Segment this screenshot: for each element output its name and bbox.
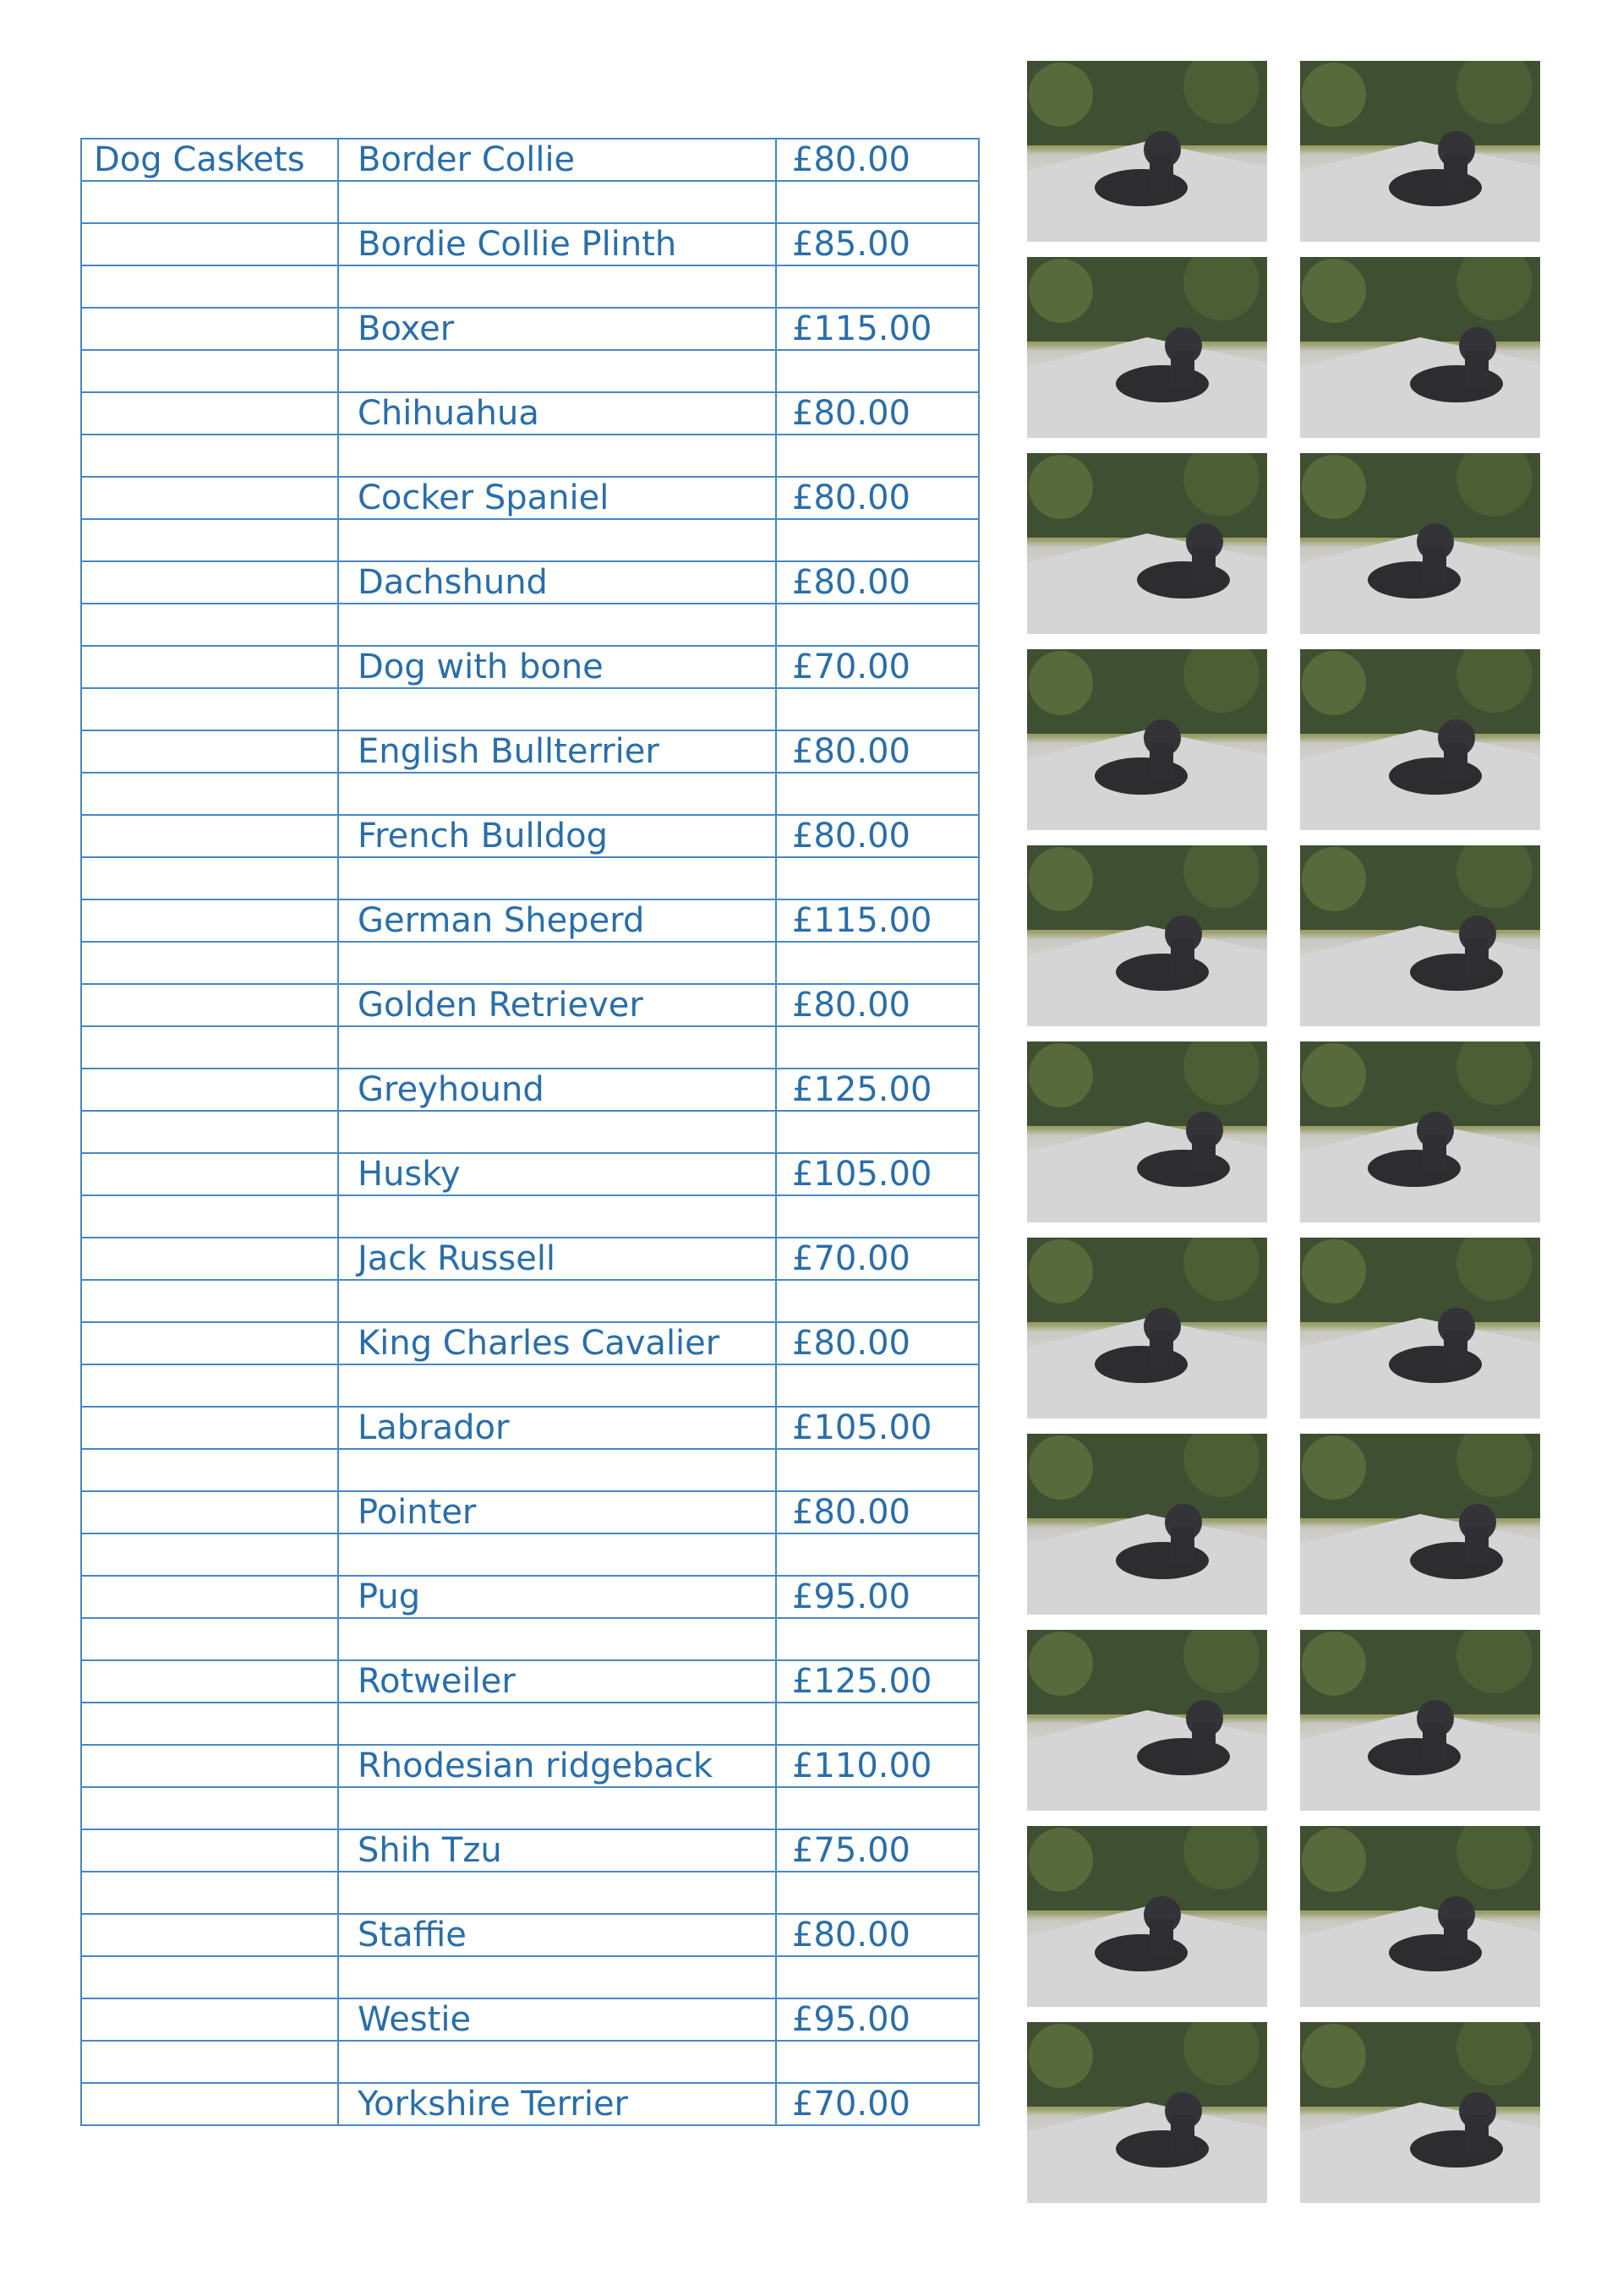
- breed-price: £70.00: [776, 2083, 979, 2125]
- category-cell: [81, 561, 338, 604]
- dog-statue-photo: [1027, 845, 1267, 1026]
- dog-statue-image: [1027, 257, 1267, 438]
- empty-cell: [338, 2041, 776, 2083]
- spacer-row: [81, 1195, 979, 1238]
- spacer-row: [81, 1618, 979, 1660]
- empty-cell: [338, 265, 776, 308]
- breed-name: Dachshund: [338, 561, 776, 604]
- empty-cell: [81, 1956, 338, 1998]
- category-cell: [81, 1322, 338, 1364]
- dog-statue-image: [1027, 1041, 1267, 1222]
- table-row: [81, 1491, 979, 1533]
- table-row: [81, 2083, 979, 2125]
- dog-statue-image: [1300, 1238, 1540, 1419]
- empty-cell: [338, 773, 776, 815]
- breed-price: £80.00: [776, 1914, 979, 1956]
- breed-price: £105.00: [776, 1407, 979, 1449]
- category-cell: [81, 1238, 338, 1280]
- breed-name: Boxer: [338, 308, 776, 350]
- table-row: [81, 223, 979, 265]
- breed-price: £75.00: [776, 1829, 979, 1872]
- spacer-row: [81, 1280, 979, 1322]
- breed-name: Jack Russell: [338, 1238, 776, 1280]
- breed-price: £105.00: [776, 1153, 979, 1195]
- table-row: [81, 1322, 979, 1364]
- breed-name: Chihuahua: [338, 392, 776, 435]
- breed-name: English Bullterrier: [338, 730, 776, 773]
- empty-cell: [81, 942, 338, 984]
- dog-statue-image: [1300, 1630, 1540, 1811]
- empty-cell: [776, 1195, 979, 1238]
- spacer-row: [81, 604, 979, 646]
- breed-name: Labrador: [338, 1407, 776, 1449]
- breed-name: German Sheperd: [338, 899, 776, 942]
- empty-cell: [776, 1111, 979, 1153]
- breed-price: £85.00: [776, 223, 979, 265]
- category-cell: [81, 308, 338, 350]
- empty-cell: [338, 181, 776, 223]
- empty-cell: [776, 688, 979, 730]
- empty-cell: [338, 604, 776, 646]
- empty-cell: [776, 857, 979, 899]
- category-cell: [81, 815, 338, 857]
- dog-statue-image: [1300, 1041, 1540, 1222]
- breed-price: £80.00: [776, 1491, 979, 1533]
- empty-cell: [81, 1787, 338, 1829]
- category-cell: [81, 1153, 338, 1195]
- breed-price: £115.00: [776, 899, 979, 942]
- table-row: [81, 477, 979, 519]
- empty-cell: [81, 857, 338, 899]
- table-row: [81, 561, 979, 604]
- breed-price: £125.00: [776, 1069, 979, 1111]
- table-row: [81, 1745, 979, 1787]
- empty-cell: [338, 1364, 776, 1407]
- empty-cell: [81, 1280, 338, 1322]
- empty-cell: [81, 1364, 338, 1407]
- spacer-row: [81, 1111, 979, 1153]
- empty-cell: [81, 265, 338, 308]
- empty-cell: [338, 1703, 776, 1745]
- dog-statue-photo: [1027, 1238, 1267, 1419]
- empty-cell: [81, 1111, 338, 1153]
- dog-statue-image: [1300, 61, 1540, 242]
- dog-statue-photo: [1300, 257, 1540, 438]
- empty-cell: [81, 519, 338, 561]
- breed-name: Rotweiler: [338, 1660, 776, 1703]
- dog-statue-photo: [1027, 1630, 1267, 1811]
- spacer-row: [81, 2041, 979, 2083]
- category-cell: [81, 1491, 338, 1533]
- table-row: [81, 1576, 979, 1618]
- spacer-row: [81, 181, 979, 223]
- dog-statue-photo: [1300, 1434, 1540, 1615]
- dog-statue-photo: [1027, 61, 1267, 242]
- breed-price: £95.00: [776, 1576, 979, 1618]
- table-row: [81, 1407, 979, 1449]
- breed-price: £80.00: [776, 561, 979, 604]
- dog-statue-photo: [1300, 649, 1540, 830]
- dog-statue-image: [1300, 1434, 1540, 1615]
- category-cell: [81, 1407, 338, 1449]
- empty-cell: [81, 1026, 338, 1069]
- empty-cell: [81, 604, 338, 646]
- empty-cell: [81, 1533, 338, 1576]
- empty-cell: [338, 688, 776, 730]
- dog-statue-photo: [1300, 1630, 1540, 1811]
- breed-price: £80.00: [776, 815, 979, 857]
- empty-cell: [338, 1195, 776, 1238]
- dog-statue-image: [1027, 1434, 1267, 1615]
- category-cell: [81, 984, 338, 1026]
- category-cell: [81, 1914, 338, 1956]
- empty-cell: [776, 435, 979, 477]
- breed-name: Golden Retriever: [338, 984, 776, 1026]
- dog-statue-image: [1027, 1238, 1267, 1419]
- category-cell: [81, 392, 338, 435]
- empty-cell: [81, 181, 338, 223]
- empty-cell: [338, 1618, 776, 1660]
- category-cell: [81, 1998, 338, 2041]
- category-cell: [81, 1829, 338, 1872]
- empty-cell: [776, 350, 979, 392]
- table-row: [81, 139, 979, 181]
- breed-price: £80.00: [776, 392, 979, 435]
- empty-cell: [338, 1872, 776, 1914]
- dog-statue-image: [1300, 649, 1540, 830]
- empty-cell: [81, 773, 338, 815]
- empty-cell: [776, 1364, 979, 1407]
- dog-statue-photo: [1300, 1826, 1540, 2007]
- table-row: [81, 984, 979, 1026]
- empty-cell: [776, 1618, 979, 1660]
- spacer-row: [81, 1364, 979, 1407]
- table-row: [81, 1238, 979, 1280]
- spacer-row: [81, 942, 979, 984]
- empty-cell: [338, 1533, 776, 1576]
- category-cell: [81, 646, 338, 688]
- empty-cell: [776, 1026, 979, 1069]
- category-label: Dog Caskets: [81, 139, 338, 181]
- breed-name: Dog with bone: [338, 646, 776, 688]
- table-row: [81, 308, 979, 350]
- price-table: [80, 138, 980, 2126]
- dog-statue-photo: [1027, 257, 1267, 438]
- table-row: [81, 815, 979, 857]
- empty-cell: [81, 350, 338, 392]
- table-row: [81, 1660, 979, 1703]
- empty-cell: [338, 1026, 776, 1069]
- empty-cell: [776, 519, 979, 561]
- empty-cell: [776, 181, 979, 223]
- table-row: [81, 1914, 979, 1956]
- breed-price: £80.00: [776, 984, 979, 1026]
- breed-price: £115.00: [776, 308, 979, 350]
- spacer-row: [81, 773, 979, 815]
- dog-statue-photo: [1027, 1434, 1267, 1615]
- dog-statue-photo: [1027, 649, 1267, 830]
- dog-statue-image: [1027, 1826, 1267, 2007]
- breed-name: Yorkshire Terrier: [338, 2083, 776, 2125]
- dog-statue-image: [1027, 845, 1267, 1026]
- empty-cell: [776, 604, 979, 646]
- dog-statue-image: [1300, 1826, 1540, 2007]
- empty-cell: [338, 1280, 776, 1322]
- empty-cell: [338, 1787, 776, 1829]
- breed-name: Pug: [338, 1576, 776, 1618]
- table-row: [81, 1829, 979, 1872]
- spacer-row: [81, 1956, 979, 1998]
- breed-name: French Bulldog: [338, 815, 776, 857]
- table-row: [81, 392, 979, 435]
- table-row: [81, 899, 979, 942]
- breed-price: £80.00: [776, 477, 979, 519]
- breed-price: £80.00: [776, 730, 979, 773]
- category-cell: [81, 1745, 338, 1787]
- empty-cell: [776, 1703, 979, 1745]
- empty-cell: [81, 688, 338, 730]
- breed-name: Shih Tzu: [338, 1829, 776, 1872]
- empty-cell: [338, 857, 776, 899]
- breed-name: King Charles Cavalier: [338, 1322, 776, 1364]
- empty-cell: [338, 942, 776, 984]
- category-cell: [81, 2083, 338, 2125]
- empty-cell: [776, 1787, 979, 1829]
- spacer-row: [81, 435, 979, 477]
- empty-cell: [776, 1533, 979, 1576]
- empty-cell: [81, 1618, 338, 1660]
- dog-statue-photo: [1300, 2022, 1540, 2203]
- empty-cell: [338, 350, 776, 392]
- empty-cell: [338, 1956, 776, 1998]
- breed-name: Pointer: [338, 1491, 776, 1533]
- empty-cell: [776, 942, 979, 984]
- empty-cell: [338, 1111, 776, 1153]
- spacer-row: [81, 519, 979, 561]
- category-cell: [81, 1660, 338, 1703]
- dog-statue-image: [1027, 1630, 1267, 1811]
- table-row: [81, 1998, 979, 2041]
- breed-name: Staffie: [338, 1914, 776, 1956]
- dog-statue-photo: [1300, 1238, 1540, 1419]
- spacer-row: [81, 1533, 979, 1576]
- empty-cell: [776, 773, 979, 815]
- breed-name: Rhodesian ridgeback: [338, 1745, 776, 1787]
- spacer-row: [81, 688, 979, 730]
- spacer-row: [81, 1449, 979, 1491]
- empty-cell: [776, 1956, 979, 1998]
- category-cell: [81, 1576, 338, 1618]
- dog-statue-image: [1027, 453, 1267, 634]
- spacer-row: [81, 1787, 979, 1829]
- spacer-row: [81, 1026, 979, 1069]
- spacer-row: [81, 1703, 979, 1745]
- dog-statue-photo: [1300, 845, 1540, 1026]
- empty-cell: [776, 1280, 979, 1322]
- category-cell: [81, 223, 338, 265]
- breed-name: Border Collie: [338, 139, 776, 181]
- empty-cell: [776, 2041, 979, 2083]
- dog-statue-photo: [1300, 1041, 1540, 1222]
- category-cell: [81, 899, 338, 942]
- empty-cell: [81, 1449, 338, 1491]
- dog-statue-photo: [1027, 453, 1267, 634]
- breed-price: £80.00: [776, 139, 979, 181]
- dog-statue-image: [1300, 257, 1540, 438]
- dog-statue-photo: [1027, 1826, 1267, 2007]
- empty-cell: [81, 1195, 338, 1238]
- breed-price: £95.00: [776, 1998, 979, 2041]
- dog-statue-image: [1027, 2022, 1267, 2203]
- dog-statue-photo: [1300, 453, 1540, 634]
- spacer-row: [81, 857, 979, 899]
- spacer-row: [81, 1872, 979, 1914]
- empty-cell: [81, 2041, 338, 2083]
- dog-statue-photo: [1027, 2022, 1267, 2203]
- dog-statue-image: [1300, 2022, 1540, 2203]
- category-cell: [81, 730, 338, 773]
- breed-name: Cocker Spaniel: [338, 477, 776, 519]
- dog-statue-photo: [1027, 1041, 1267, 1222]
- category-cell: [81, 1069, 338, 1111]
- breed-name: Husky: [338, 1153, 776, 1195]
- dog-statue-photo: [1300, 61, 1540, 242]
- price-table-body: [81, 139, 979, 2125]
- breed-price: £80.00: [776, 1322, 979, 1364]
- empty-cell: [776, 265, 979, 308]
- empty-cell: [81, 1703, 338, 1745]
- spacer-row: [81, 350, 979, 392]
- dog-statue-image: [1300, 453, 1540, 634]
- empty-cell: [81, 1872, 338, 1914]
- table-row: [81, 730, 979, 773]
- breed-price: £125.00: [776, 1660, 979, 1703]
- spacer-row: [81, 265, 979, 308]
- empty-cell: [776, 1449, 979, 1491]
- empty-cell: [81, 435, 338, 477]
- empty-cell: [338, 1449, 776, 1491]
- table-row: [81, 1153, 979, 1195]
- dog-statue-image: [1027, 61, 1267, 242]
- empty-cell: [776, 1872, 979, 1914]
- breed-name: Bordie Collie Plinth: [338, 223, 776, 265]
- breed-price: £70.00: [776, 646, 979, 688]
- empty-cell: [338, 519, 776, 561]
- table-row: [81, 1069, 979, 1111]
- breed-name: Westie: [338, 1998, 776, 2041]
- empty-cell: [338, 435, 776, 477]
- breed-price: £110.00: [776, 1745, 979, 1787]
- category-cell: [81, 477, 338, 519]
- dog-statue-image: [1300, 845, 1540, 1026]
- table-row: [81, 646, 979, 688]
- breed-price: £70.00: [776, 1238, 979, 1280]
- dog-statue-image: [1027, 649, 1267, 830]
- breed-name: Greyhound: [338, 1069, 776, 1111]
